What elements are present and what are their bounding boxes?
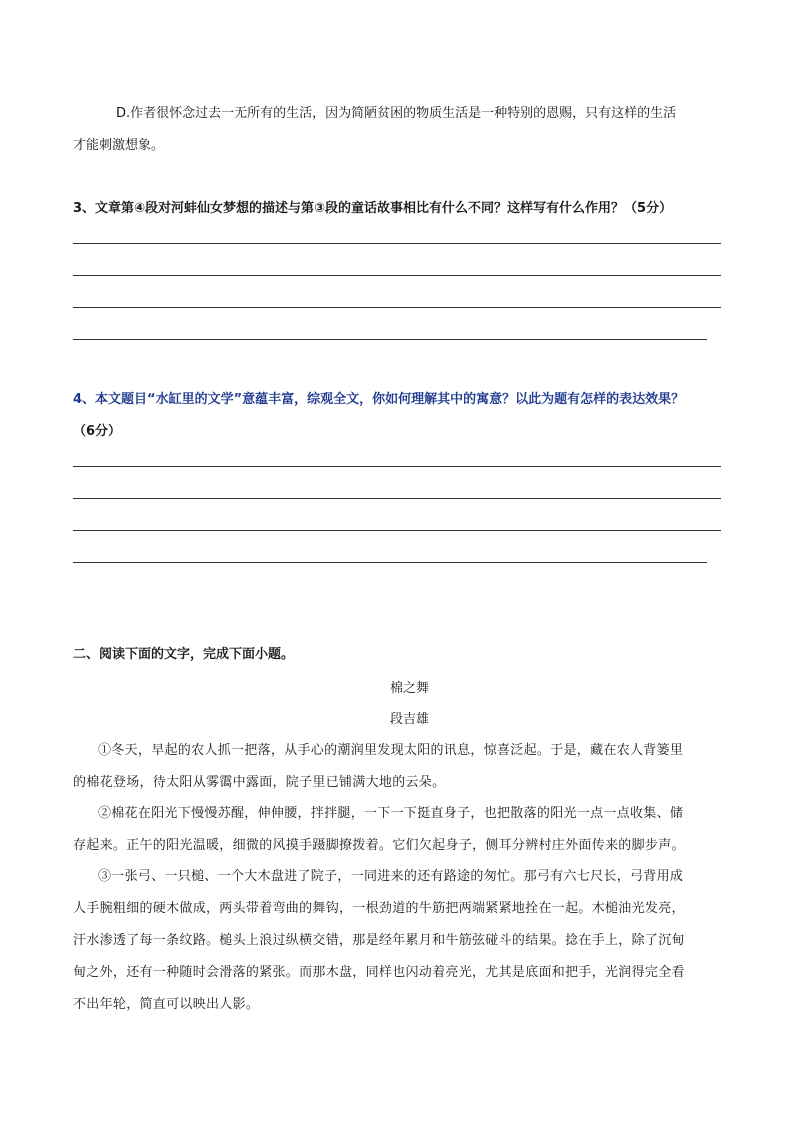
answer-line xyxy=(73,307,721,308)
answer-line xyxy=(73,275,721,276)
paragraph-line: 汗水渗透了每一条纹路。槌头上浪过纵横交错，那是经年累月和牛筋弦碰斗的结果。捻在手上，除了沉甸 xyxy=(73,933,685,948)
option-d-line2: 才能刺激想象。 xyxy=(73,138,165,153)
answer-line xyxy=(73,562,707,563)
passage-title: 棉之舞 xyxy=(390,681,430,696)
answer-line xyxy=(73,530,721,531)
paragraph-line: 的棉花登场，待太阳从雾霭中露面，院子里已铺满大地的云朵。 xyxy=(73,775,446,790)
paragraph-line: ②棉花在阳光下慢慢苏醒，伸伸腰，拌拌腿，一下一下挺直身子，也把散落的阳光一点一点收集、储 xyxy=(98,806,684,821)
paragraph-line: ①冬天，早起的农人抓一把落，从手心的潮润里发现太阳的讯息，惊喜泛起。于是，藏在农人背篓里 xyxy=(98,743,684,758)
answer-line xyxy=(73,466,721,467)
paragraph-line: 人手腕粗细的硬木做成，两头带着弯曲的舞钩，一根劲道的牛筋把两端紧紧地拴在一起。木槌油光发亮， xyxy=(73,901,685,916)
question-4-line2: （6分） xyxy=(73,424,122,439)
section-heading: 二、阅读下面的文字，完成下面小题。 xyxy=(73,647,295,662)
answer-line xyxy=(73,243,721,244)
option-d-line1: D.作者很怀念过去一无所有的生活，因为简陋贫困的物质生活是一种特别的恩赐，只有这样的生活 xyxy=(116,106,677,121)
answer-line xyxy=(73,498,721,499)
answer-line xyxy=(73,339,707,340)
paragraph-line: 不出年轮，简直可以映出人影。 xyxy=(73,997,260,1012)
paragraph-line: 存起来。正午的阳光温暖，细微的风摸手蹑脚撩拨着。它们欠起身子，侧耳分辨村庄外面传来的脚步声。 xyxy=(73,838,685,853)
paragraph-line: ③一张弓、一只槌、一个大木盘进了院子，一同进来的还有路途的匆忙。那弓有六七尺长，弓背用成 xyxy=(98,869,684,884)
question-3: 3、文章第④段对河蚌仙女梦想的描述与第③段的童话故事相比有什么不同？这样写有什么作用？（5分） xyxy=(73,201,673,216)
question-4-line1: 4、本文题目“水缸里的文学”意蕴丰富，综观全文，你如何理解其中的寓意？以此为题有怎样的表达效果？ xyxy=(73,392,685,407)
paragraph-line: 甸之外，还有一种随时会滑落的紧张。而那木盘，同样也闪动着亮光，尤其是底面和把手，光润得完全看 xyxy=(73,965,685,980)
passage-author: 段吉雄 xyxy=(390,712,430,727)
